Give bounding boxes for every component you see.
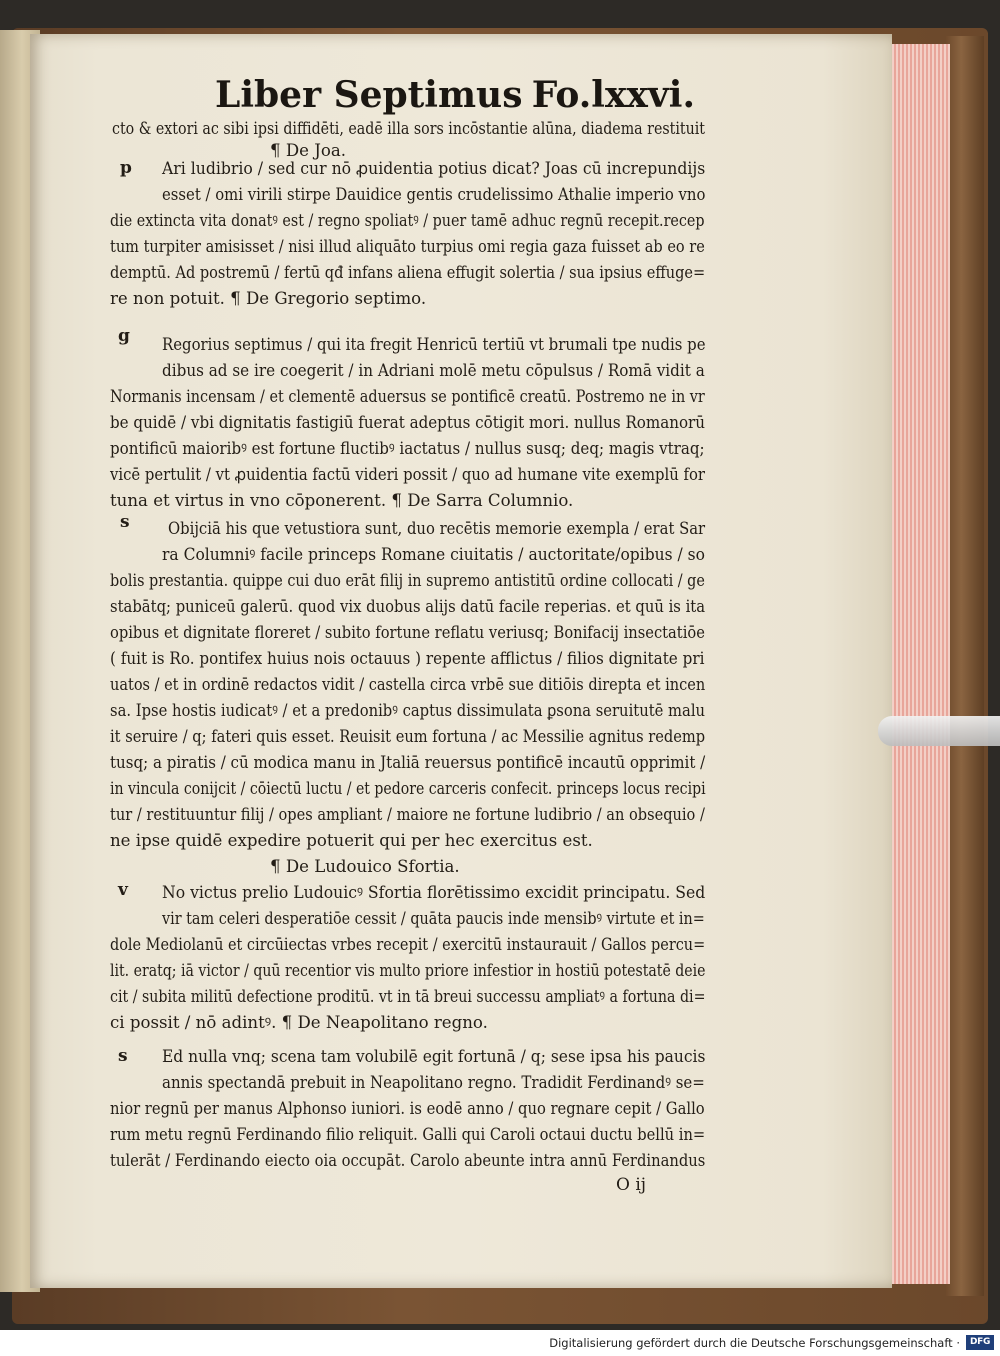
text-line: stabātq; puniceū galerū. quod vix duobus alijs datū facile reperias. et quū is ita: [110, 597, 706, 616]
text-line: tusq; a piratis / cū modica manu in Jtaliā reuersus pontificē incautū opprimit /: [110, 753, 706, 772]
text-line: re non potuit. ¶ De Gregorio septimo.: [110, 289, 427, 308]
folio-number: Fo.lxxvi.: [531, 74, 695, 116]
text-line: Normanis incensam / et clementē aduersus se pontificē creatū. Postremo ne in vr: [110, 387, 705, 406]
text-line: tur / restituuntur filij / opes ampliant / maiore ne fortune ludibrio / an obsequio /: [110, 805, 705, 824]
funding-credit: Digitalisierung gefördert durch die Deutsche Forschungsgemeinschaft ·: [549, 1336, 960, 1350]
text-line: demptū. Ad postremū / fertū qđ infans aliena effugit solertia / sua ipsius effuge=: [110, 263, 706, 282]
cover-right-edge: [946, 36, 984, 1296]
dfg-logo-icon: DFG: [966, 1335, 994, 1350]
text-line: ( fuit is Ro. pontifex huius nois octauus ) repente afflictus / filios dignitate pri: [110, 649, 705, 668]
text-line: Regorius septimus / qui ita fregit Henricū tertiū vt brumali tpe nudis pe: [162, 335, 706, 354]
section-heading: ¶ De Ludouico Sfortia.: [270, 857, 460, 876]
text-line: sa. Ipse hostis iudicatꝰ / et a predonibꝰ captus dissimulata ꝑsona seruitutē malu: [110, 701, 706, 720]
text-line: opibus et dignitate floreret / subito fortune reflatu veriusq; Bonifacij insectatiōe: [110, 623, 705, 642]
text-line: it seruire / q; fateri quis esset. Reuisit eum fortuna / ac Messilie agnitus redemp: [110, 727, 706, 746]
text-line: Obijciā his que vetustiora sunt, duo recētis memorie exempla / erat Sar: [168, 519, 706, 538]
text-line: cit / subita militū defectione proditū. vt in tā breui successu ampliatꝰ a fortuna di=: [110, 987, 706, 1006]
initial-letter: p: [120, 158, 132, 178]
text-line: nior regnū per manus Alphonso iuniori. is eodē anno / quo regnare cepit / Gallo: [110, 1099, 705, 1118]
text-line: Ed nulla vnq; scena tam volubilē egit fortunā / q; sese ipsa his paucis: [162, 1047, 706, 1066]
text-line: No victus prelio Ludouicꝰ Sfortia florētissimo excidit principatu. Sed: [162, 883, 706, 902]
text-line: tum turpiter amisisset / nisi illud aliquāto turpius omi regia gaza fuisset ab eo re: [110, 237, 705, 256]
signature-mark: O ij: [616, 1175, 647, 1195]
footer-bar: [0, 1330, 1000, 1356]
text-line: ci possit / nō adintꝰ. ¶ De Neapolitano regno.: [110, 1013, 488, 1032]
text-line: ne ipse quidē expedire potuerit qui per hec exercitus est.: [110, 831, 593, 850]
text-line: cto & extori ac sibi ipsi diffidēti, eadē illa sors incōstantie alūna, diadema restituit: [112, 119, 705, 138]
text-line: esset / omi virili stirpe Dauidice gentis crudelissimo Athalie imperio vno: [162, 185, 706, 204]
text-line: ra Columniꝰ facile princeps Romane ciuitatis / auctoritate/opibus / so: [162, 545, 705, 564]
text-line: dibus ad se ire coegerit / in Adriani molē metu cōpulsus / Romā vidit a: [162, 361, 705, 380]
text-line: vir tam celeri desperatiōe cessit / quāta paucis inde mensibꝰ virtute et in=: [162, 909, 705, 928]
text-line: uatos / et in ordinē redactos vidit / castella circa vrbē sue ditiōis direpta et incen: [110, 675, 706, 694]
running-head: [215, 68, 695, 124]
page-marker-strip: [878, 716, 1000, 746]
initial-letter: v: [118, 880, 128, 900]
text-line: pontificū maioribꝰ est fortune fluctibꝰ iactatus / nullus susq; deq; magis vtraq;: [110, 439, 705, 458]
text-line: annis spectandā prebuit in Neapolitano regno. Tradidit Ferdinandꝰ se=: [162, 1073, 705, 1092]
initial-letter: s: [120, 512, 130, 532]
text-line: tulerāt / Ferdinando eiecto oia occupāt. Carolo abeunte intra annū Ferdinandus: [110, 1151, 706, 1170]
text-line: in vincula conijcit / cōiectū luctu / et pedore carceris confecit. princeps locus recipi: [110, 779, 706, 798]
text-line: vicē pertulit / vt ꝓuidentia factū videri possit / quo ad humane vite exemplū for: [110, 465, 706, 484]
text-line: die extincta vita donatꝰ est / regno spoliatꝰ / puer tamē adhuc regnū recepit.recep: [110, 211, 705, 230]
initial-letter: g: [118, 326, 130, 346]
text-line: rum metu regnū Ferdinando filio reliquit. Galli qui Caroli octaui ductu bellū in=: [110, 1125, 706, 1144]
page-edges: [888, 44, 950, 1284]
section-heading: ¶ De Joa.: [270, 141, 347, 160]
text-line: dole Mediolanū et circūiectas vrbes recepit / exercitū instaurauit / Gallos percu=: [110, 935, 706, 954]
text-line: bolis prestantia. quippe cui duo erāt filij in supremo antistitū ordine collocati / ge: [110, 571, 705, 590]
running-head-title: Liber Septimus: [215, 74, 523, 116]
initial-letter: s: [118, 1046, 128, 1066]
text-line: tuna et virtus in vno cōponerent. ¶ De Sarra Columnio.: [110, 491, 574, 510]
text-line: Ari ludibrio / sed cur nō ꝓuidentia potius dicat? Joas cū increpundijs: [162, 159, 706, 178]
text-line: be quidē / vbi dignitatis fastigiū fuerat adeptus cōtigit mori. nullus Romanorū: [110, 413, 705, 432]
text-line: lit. eratq; iā victor / quū recentior vis multo priore infestior in hostiū potestatē deie: [110, 961, 706, 980]
